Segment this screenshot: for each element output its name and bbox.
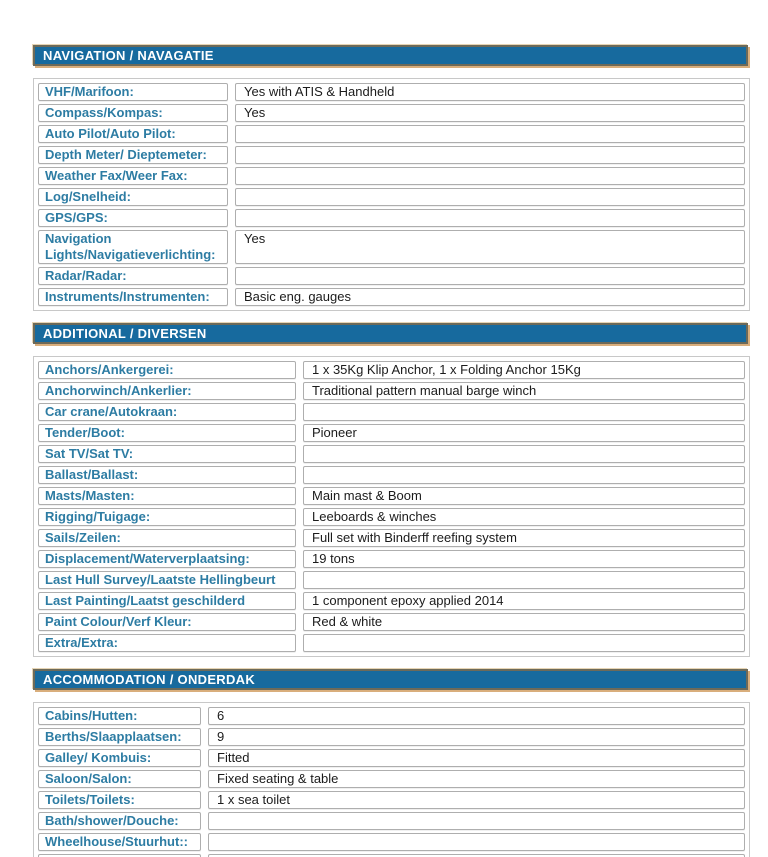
table-row	[38, 613, 745, 631]
row-label: Anchorwinch/Ankerlier:	[38, 382, 296, 400]
row-label: Sails/Zeilen:	[38, 529, 296, 547]
table-row	[38, 267, 745, 285]
row-label: Saloon/Salon:	[38, 770, 201, 788]
row-label: Toilets/Toilets:	[38, 791, 201, 809]
row-label: Extra/Extra:	[38, 634, 296, 652]
row-value	[235, 209, 745, 227]
spec-table	[33, 356, 750, 657]
table-row	[38, 104, 745, 122]
table-row	[38, 812, 745, 830]
table-row	[38, 445, 745, 463]
table-row	[38, 125, 745, 143]
row-label: Auto Pilot/Auto Pilot:	[38, 125, 228, 143]
section-title: NAVIGATION / NAVAGATIE	[43, 48, 214, 63]
table-row	[38, 403, 745, 421]
row-value: 1 x sea toilet	[208, 791, 745, 809]
row-value: Red & white	[303, 613, 745, 631]
table-row	[38, 361, 745, 379]
row-label: Bath/shower/Douche:	[38, 812, 201, 830]
row-value	[235, 267, 745, 285]
row-label: Radar/Radar:	[38, 267, 228, 285]
table-row	[38, 791, 745, 809]
row-value	[235, 146, 745, 164]
table-row	[38, 728, 745, 746]
table-row	[38, 508, 745, 526]
table-row	[38, 529, 745, 547]
row-value	[235, 188, 745, 206]
table-row	[38, 466, 745, 484]
row-label: Wheelhouse/Stuurhut::	[38, 833, 201, 851]
row-label: Ballast/Ballast:	[38, 466, 296, 484]
row-value: Yes	[235, 104, 745, 122]
row-value: Basic eng. gauges	[235, 288, 745, 306]
section-title: ACCOMMODATION / ONDERDAK	[43, 672, 256, 687]
row-value	[235, 167, 745, 185]
table-row	[38, 571, 745, 589]
row-label: Log/Snelheid:	[38, 188, 228, 206]
row-label: Car crane/Autokraan:	[38, 403, 296, 421]
row-value: Traditional pattern manual barge winch	[303, 382, 745, 400]
row-label: Galley/ Kombuis:	[38, 749, 201, 767]
row-value	[303, 571, 745, 589]
section-accommodation	[33, 669, 768, 857]
row-value	[303, 403, 745, 421]
table-row	[38, 487, 745, 505]
row-label: Last Painting/Laatst geschilderd	[38, 592, 296, 610]
row-label: Weather Fax/Weer Fax:	[38, 167, 228, 185]
row-label: Paint Colour/Verf Kleur:	[38, 613, 296, 631]
table-row	[38, 382, 745, 400]
section-title: ADDITIONAL / DIVERSEN	[43, 326, 207, 341]
table-row	[38, 707, 745, 725]
table-row	[38, 83, 745, 101]
spec-table	[33, 702, 750, 857]
row-label: Anchors/Ankergerei:	[38, 361, 296, 379]
row-value	[208, 812, 745, 830]
row-value	[303, 634, 745, 652]
table-row	[38, 592, 745, 610]
row-value: Yes	[235, 230, 745, 264]
row-value: Leeboards & winches	[303, 508, 745, 526]
row-value: 9	[208, 728, 745, 746]
row-label: Last Hull Survey/Laatste Hellingbeurt	[38, 571, 296, 589]
row-value: Yes with ATIS & Handheld	[235, 83, 745, 101]
row-label: Masts/Masten:	[38, 487, 296, 505]
table-row	[38, 634, 745, 652]
row-label: Berths/Slaapplaatsen:	[38, 728, 201, 746]
table-row	[38, 209, 745, 227]
row-label: Rigging/Tuigage:	[38, 508, 296, 526]
table-row	[38, 230, 745, 264]
spec-table	[33, 78, 750, 311]
section-navigation	[33, 45, 768, 311]
row-value: 1 component epoxy applied 2014	[303, 592, 745, 610]
row-value	[235, 125, 745, 143]
row-value	[303, 445, 745, 463]
row-value: Fixed seating & table	[208, 770, 745, 788]
row-label: Navigation Lights/Navigatieverlichting:	[38, 230, 228, 264]
section-header-bar	[33, 323, 748, 344]
row-value: 6	[208, 707, 745, 725]
section-header-bar	[33, 669, 748, 690]
row-value: 19 tons	[303, 550, 745, 568]
row-label: Depth Meter/ Dieptemeter:	[38, 146, 228, 164]
row-label: VHF/Marifoon:	[38, 83, 228, 101]
table-row	[38, 188, 745, 206]
row-value	[208, 833, 745, 851]
table-row	[38, 167, 745, 185]
table-row	[38, 550, 745, 568]
table-row	[38, 770, 745, 788]
row-value: Full set with Binderff reefing system	[303, 529, 745, 547]
section-header-bar	[33, 45, 748, 66]
row-value: 1 x 35Kg Klip Anchor, 1 x Folding Anchor 15Kg	[303, 361, 745, 379]
section-additional	[33, 323, 768, 657]
row-value: Fitted	[208, 749, 745, 767]
row-value: Main mast & Boom	[303, 487, 745, 505]
table-row	[38, 833, 745, 851]
row-label: GPS/GPS:	[38, 209, 228, 227]
table-row	[38, 749, 745, 767]
table-row	[38, 288, 745, 306]
table-row	[38, 146, 745, 164]
row-label: Sat TV/Sat TV:	[38, 445, 296, 463]
row-label: Compass/Kompas:	[38, 104, 228, 122]
table-row	[38, 424, 745, 442]
row-label: Cabins/Hutten:	[38, 707, 201, 725]
row-value	[303, 466, 745, 484]
row-label: Instruments/Instrumenten:	[38, 288, 228, 306]
row-label: Tender/Boot:	[38, 424, 296, 442]
row-label: Displacement/Waterverplaatsing:	[38, 550, 296, 568]
row-value: Pioneer	[303, 424, 745, 442]
